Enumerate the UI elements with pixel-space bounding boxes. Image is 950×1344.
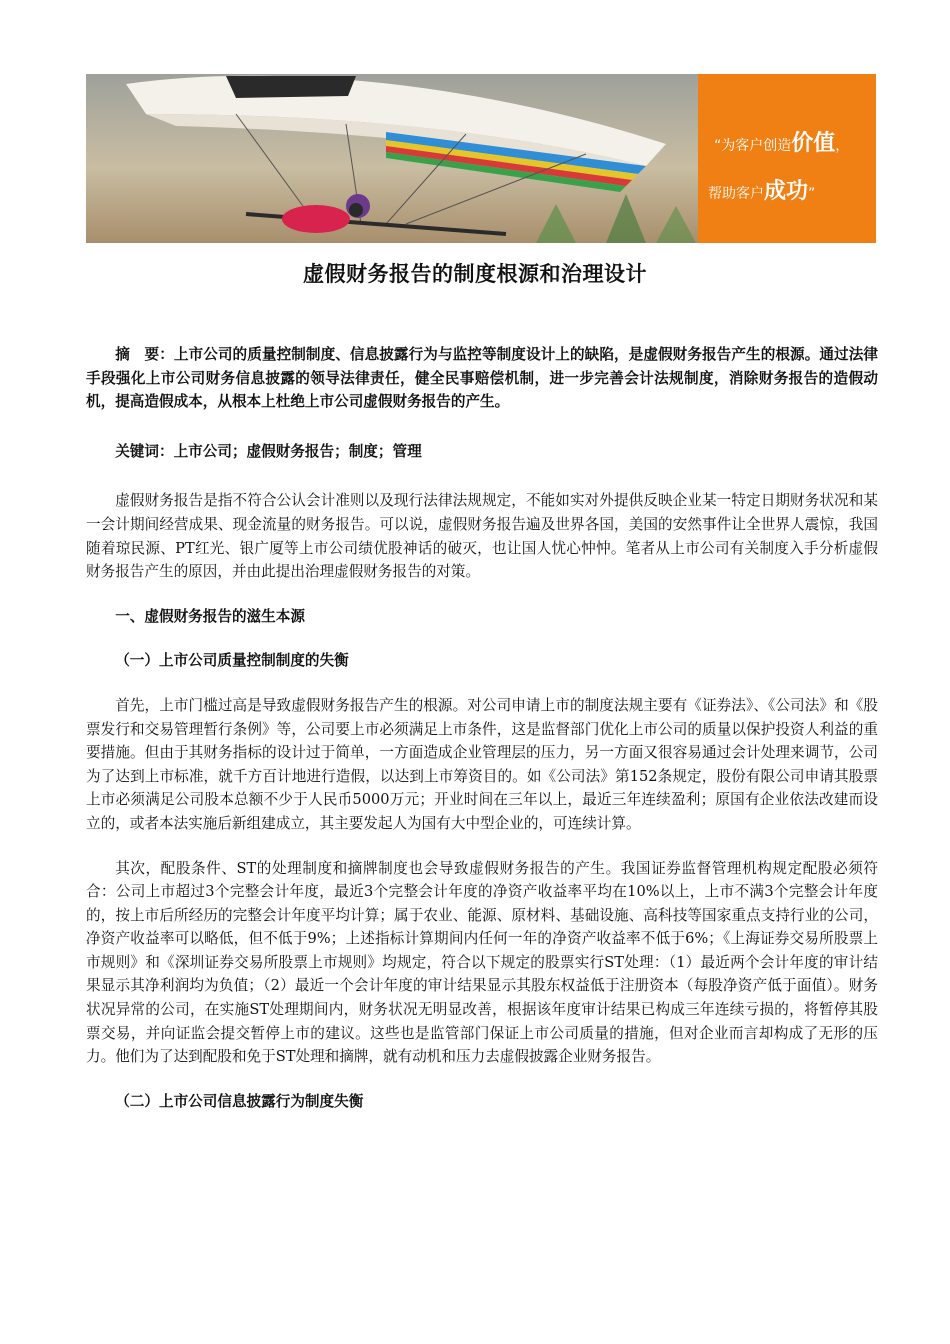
intro-paragraph: 虚假财务报告是指不符合公认会计准则以及现行法律法规规定，不能如实对外提供反映企业某一特定日期财务状况和某一会计期间经营成果、现金流量的财务报告。可以说，虚假财务报告遍及世界各国，美国的安然事件让全世界人震惊，我国随着琼民源、PT红光、银广厦等上市公司绩优股神话的破灭，也让国人忧心忡忡。笔者从上市公司有关制度入手分析虚假财务报告产生的原因，并由此提出治理虚假财务报告的对策。 [86, 492, 878, 581]
slogan-line-1-emphasis: 价值 [791, 131, 836, 156]
document-title: 虚假财务报告的制度根源和治理设计 [303, 262, 647, 286]
body-paragraph-2: 其次，配股条件、ST的处理制度和摘牌制度也会导致虚假财务报告的产生。我国证券监督管理机构规定配股必须符合：公司上市超过3个完整会计年度，最近3个完整会计年度的净资产收益率平均在10%以上，上市不满3个完整会计年度的，按上市后所经历的完整会计年度平均计算；属于农业、能源、原材料、基础设施、高科技等国家重点支持行业的公司，净资产收益率可以略低，但不低于9%；上述指标计算期间内任何一年的净资产收益率不低于6%；《上海证券交易所股票上市规则》和《深圳证券交易所股票上市规则》均规定，符合以下规定的股票实行ST处理：（1）最近两个会计年度的审计结果显示其净利润均为负值；（2）最近一个会计年度的审计结果显示其股东权益低于注册资本（每股净资产低于面值）。财务状况异常的公司，在实施ST处理期间内，财务状况无明显改善，根据该年度审计结果已构成三年连续亏损的，将暂停其股票交易，并向证监会提交暂停上市的建议。这些也是监管部门保证上市公司质量的措施，但对企业而言却构成了无形的压力。他们为了达到配股和免于ST处理和摘牌，就有动机和压力去虚假披露企业财务报告。 [86, 859, 878, 1066]
hang-glider-photo [86, 74, 698, 243]
slogan-line-1-prefix: “为客户创造 [714, 138, 792, 154]
slogan-line-2-prefix: 帮助客户 [708, 186, 764, 202]
slogan-line-2 [708, 174, 815, 205]
slogan-line-2-suffix: ” [808, 186, 816, 202]
slogan-line-2-emphasis: 成功 [764, 179, 809, 204]
body-paragraph-1: 首先，上市门槛过高是导致虚假财务报告产生的根源。对公司申请上市的制度法规主要有《证券法》、《公司法》和《股票发行和交易管理暂行条例》等，公司要上市必须满足上市条件，这是监督部门优化上市公司的质量以保护投资人利益的重要措施。但由于其财务指标的设计过于简单，一方面造成企业管理层的压力，另一方面又很容易通过会计处理来调节，公司为了达到上市标准，就千方百计地进行造假，以达到上市筹资目的。如《公司法》第152条规定，股份有限公司申请其股票上市必须满足公司股本总额不少于人民币5000万元；开业时间在三年以上，最近三年连续盈利；原国有企业依法改建而设立的，或者本法实施后新组建成立，其主要发起人为国有大中型企业的，可连续计算。 [86, 696, 878, 832]
subsection-heading-2: （二）上市公司信息披露行为制度失衡 [115, 1092, 364, 1110]
section-heading-1: 一、虚假财务报告的滋生本源 [115, 607, 305, 625]
hang-glider-illustration [86, 74, 698, 243]
slogan-line-1 [714, 126, 849, 157]
document-body [86, 343, 878, 1113]
header-banner [86, 74, 876, 243]
slogan-panel [698, 74, 876, 243]
slogan-line-1-suffix: ， [835, 138, 850, 154]
keywords-paragraph: 关键词：上市公司；虚假财务报告；制度；管理 [115, 442, 422, 460]
abstract-paragraph: 摘 要：上市公司的质量控制制度、信息披露行为与监控等制度设计上的缺陷，是虚假财务报告产生的根源。通过法律手段强化上市公司财务信息披露的领导法律责任，健全民事赔偿机制，进一步完善会计法规制度，消除财务报告的造假动机，提高造假成本，从根本上杜绝上市公司虚假财务报告的产生。 [86, 346, 878, 411]
subsection-heading-1: （一）上市公司质量控制制度的失衡 [115, 652, 349, 670]
